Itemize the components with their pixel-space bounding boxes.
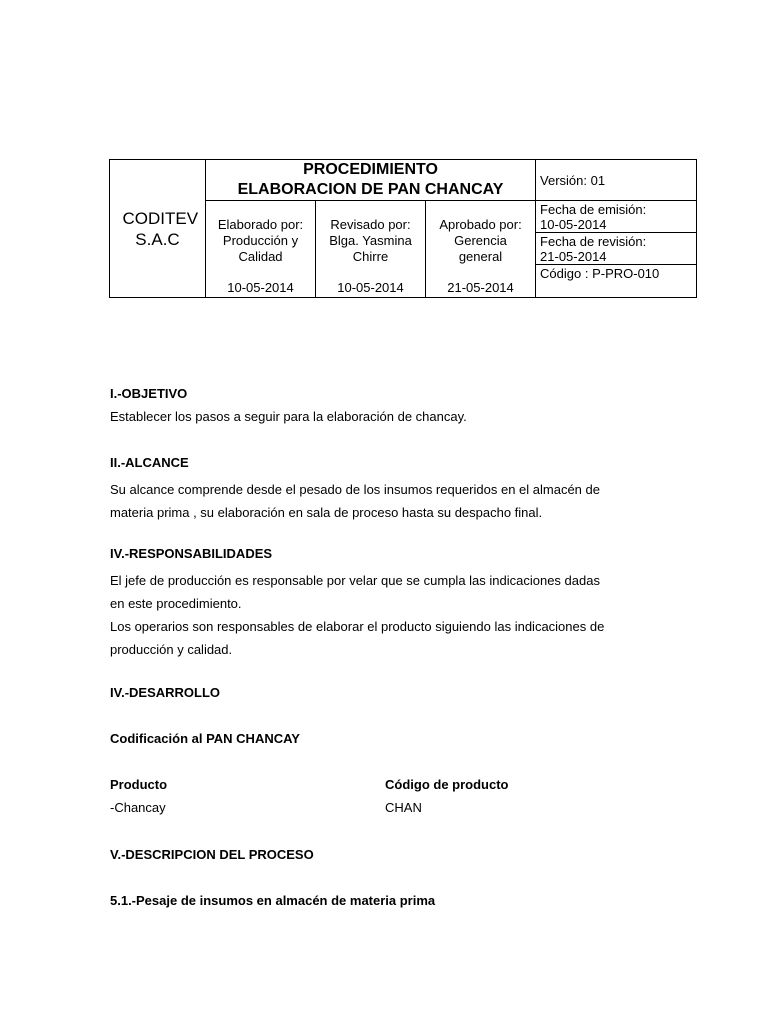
revision-value: 21-05-2014: [540, 248, 607, 264]
revisado-name: Blga. Yasmina Chirre: [329, 233, 412, 264]
product-name: -Chancay: [110, 800, 166, 815]
alcance-section: [110, 455, 660, 524]
document-header-table: [109, 159, 697, 298]
alcance-line-1: Su alcance comprende desde el pesado de los insumos requeridos en el almacén de: [110, 482, 600, 497]
alcance-line-2: materia prima , su elaboración en sala de proceso hasta su despacho final.: [110, 505, 543, 520]
elaborado-name: Producción y Calidad: [222, 233, 299, 264]
procedure-title: [206, 160, 536, 201]
revision-cell: [536, 233, 697, 265]
alcance-heading: II.-ALCANCE: [110, 455, 189, 470]
emision-label: Fecha de emisión:: [540, 201, 647, 217]
revisado-date: 10-05-2014: [337, 280, 404, 295]
responsabilidades-heading: IV.-RESPONSABILIDADES: [110, 546, 273, 561]
product-code: CHAN: [385, 800, 422, 815]
descripcion-section: [110, 847, 660, 909]
codigo-cell: Código : P-PRO-010: [536, 265, 697, 298]
product-column-header: Producto: [110, 777, 168, 792]
revisado-cell: [316, 201, 426, 298]
responsabilidades-line-2: en este procedimiento.: [110, 596, 242, 611]
aprobado-cell: [426, 201, 536, 298]
descripcion-heading: V.-DESCRIPCION DEL PROCESO: [110, 847, 314, 862]
objetivo-text: Establecer los pasos a seguir para la elaboración de chancay.: [110, 409, 467, 424]
responsabilidades-section: [110, 546, 660, 661]
desarrollo-heading: IV.-DESARROLLO: [110, 685, 221, 700]
product-row: [110, 800, 660, 816]
objetivo-section: [110, 386, 660, 425]
elaborado-label: Elaborado por:: [217, 217, 304, 232]
product-table-header: [110, 777, 660, 793]
code-column-header: Código de producto: [385, 777, 509, 792]
revisado-label: Revisado por:: [330, 217, 411, 232]
aprobado-name: Gerencia general: [454, 233, 507, 264]
responsabilidades-line-3: Los operarios son responsables de elaborar el producto siguiendo las indicaciones de: [110, 619, 605, 634]
responsabilidades-line-4: producción y calidad.: [110, 642, 233, 657]
elaborado-cell: [206, 201, 316, 298]
company-cell: [110, 160, 206, 298]
elaborado-date: 10-05-2014: [227, 280, 294, 295]
objetivo-heading: I.-OBJETIVO: [110, 386, 188, 401]
emision-value: 10-05-2014: [540, 216, 607, 232]
codificacion-subheading: Codificación al PAN CHANCAY: [110, 731, 300, 746]
aprobado-date: 21-05-2014: [447, 280, 514, 295]
emision-cell: [536, 201, 697, 233]
pesaje-subheading: 5.1.-Pesaje de insumos en almacén de materia prima: [110, 893, 436, 908]
responsabilidades-line-1: El jefe de producción es responsable por velar que se cumpla las indicaciones dadas: [110, 573, 600, 588]
aprobado-label: Aprobado por:: [439, 217, 522, 232]
desarrollo-section: [110, 685, 660, 816]
version-cell: Versión: 01: [536, 160, 697, 201]
title-line-1: PROCEDIMIENTO: [303, 161, 438, 178]
revision-label: Fecha de revisión:: [540, 233, 647, 249]
title-line-2: ELABORACION DE PAN CHANCAY: [237, 181, 504, 198]
company-name: CODITEV S.A.C: [122, 208, 199, 249]
